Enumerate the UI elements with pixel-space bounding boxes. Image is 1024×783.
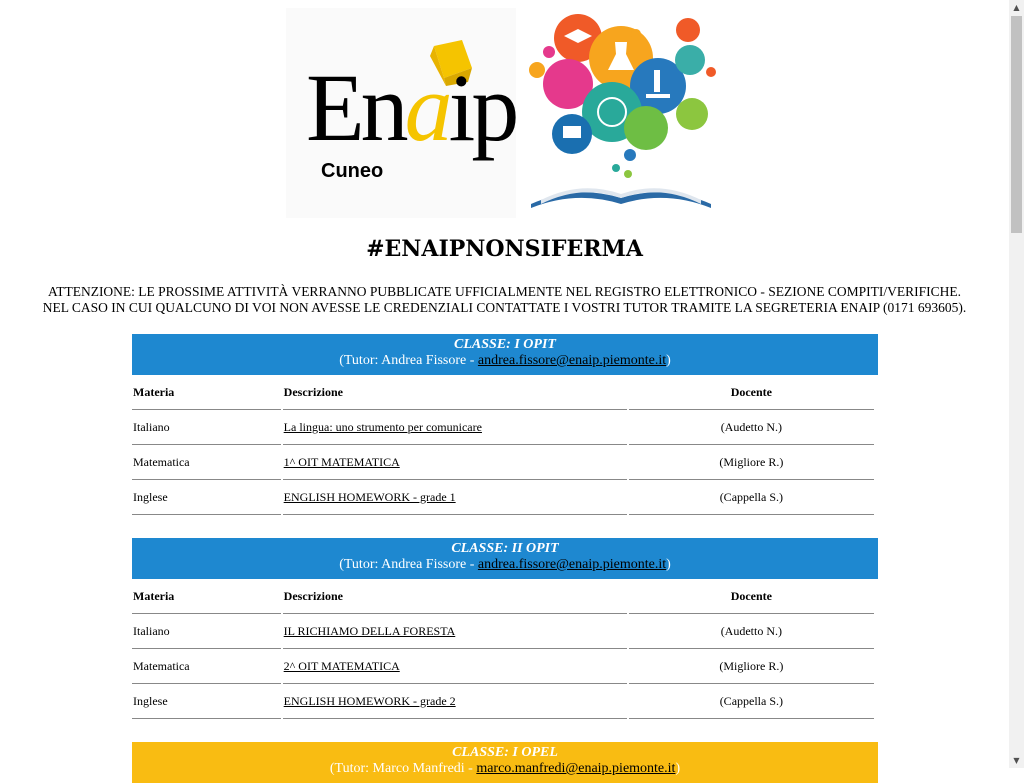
table-row [132,445,874,480]
materia-cell: Italiano [132,614,281,649]
education-illustration [516,8,726,218]
docente-cell: (Audetto N.) [629,614,874,649]
class-section-i-opit [132,334,878,515]
table-header-row [132,375,874,410]
vertical-scrollbar[interactable] [1009,0,1024,768]
open-book-icon [531,188,711,208]
materia-cell: Matematica [132,649,281,684]
docente-cell: (Migliore R.) [629,445,874,480]
column-header-docente: Docente [629,375,874,410]
materia-cell: Inglese [132,684,281,719]
class-header [132,742,878,783]
atom-icon [676,98,708,130]
materia-cell: Italiano [132,410,281,445]
tutor-line: (Tutor: Marco Manfredi - marco.manfredi@enaip.piemonte.it) [329,761,681,776]
descrizione-link[interactable]: IL RICHIAMO DELLA FORESTA [283,623,456,638]
class-name: CLASSE: II OPIT [451,541,559,556]
dna-icon [675,45,705,75]
scrollbar-thumb[interactable] [1011,16,1022,233]
column-header-descrizione: Descrizione [283,579,627,614]
materia-cell: Matematica [132,445,281,480]
tutor-email-link[interactable]: andrea.fissore@enaip.piemonte.it [477,353,667,368]
table-row [132,410,874,445]
notice-line-1: ATTENZIONE: LE PROSSIME ATTIVITÀ VERRANNO PUBBLICATE UFFICIALMENTE NEL REGISTRO ELETTRONICO - SEZIONE COMPITI/VERIFICHE. [47,284,962,299]
header-banner [286,8,726,218]
enaip-logo[interactable] [286,8,516,218]
tutor-email-link[interactable]: andrea.fissore@enaip.piemonte.it [477,557,667,572]
descrizione-link[interactable]: 2^ OIT MATEMATICA [283,658,400,673]
tutor-line: (Tutor: Andrea Fissore - andrea.fissore@enaip.piemonte.it) [339,353,671,368]
docente-cell: (Audetto N.) [629,410,874,445]
table-row [132,649,874,684]
scroll-up-icon[interactable]: ▲ [1013,3,1020,12]
table-header-row [132,579,874,614]
scroll-down-icon[interactable]: ▼ [1013,756,1020,765]
class-section-ii-opit [132,538,878,719]
class-name: CLASSE: I OPEL [452,745,558,760]
table-row [132,614,874,649]
notice-text [0,284,1009,316]
descrizione-link[interactable]: ENGLISH HOMEWORK - grade 1 [283,489,456,504]
table-row [132,480,874,515]
tutor-line: (Tutor: Andrea Fissore - andrea.fissore@enaip.piemonte.it) [339,557,671,572]
notice-line-2: NEL CASO IN CUI QUALCUNO DI VOI NON AVESSE LE CREDENZIALI CONTATTATE I VOSTRI TUTOR TRAMITE LA SEGRETERIA ENAIP (0171 693605). [42,300,967,315]
materia-cell: Inglese [132,480,281,515]
tutor-email-link[interactable]: marco.manfredi@enaip.piemonte.it [476,761,676,776]
column-header-docente: Docente [629,579,874,614]
gear-icon [624,149,636,161]
descrizione-link[interactable]: ENGLISH HOMEWORK - grade 2 [283,693,456,708]
subjects-table [130,579,876,719]
class-header [132,538,878,579]
column-header-descrizione: Descrizione [283,375,627,410]
column-header-materia: Materia [132,375,281,410]
scissors-icon [676,18,700,42]
class-name: CLASSE: I OPIT [454,337,556,352]
runner-icon [624,106,668,150]
class-section-i-opel [132,742,878,783]
column-header-materia: Materia [132,579,281,614]
class-header [132,334,878,375]
descrizione-link[interactable]: 1^ OIT MATEMATICA [283,454,400,469]
descrizione-link[interactable]: La lingua: uno strumento per comunicare [283,419,482,434]
subjects-table [130,375,876,515]
docente-cell: (Migliore R.) [629,649,874,684]
logo-wordmark: Enaip [306,54,516,161]
page-title: #ENAIPNONSIFERMA [366,236,643,262]
docente-cell: (Cappella S.) [629,684,874,719]
table-row [132,684,874,719]
logo-city: Cuneo [321,160,384,182]
docente-cell: (Cappella S.) [629,480,874,515]
